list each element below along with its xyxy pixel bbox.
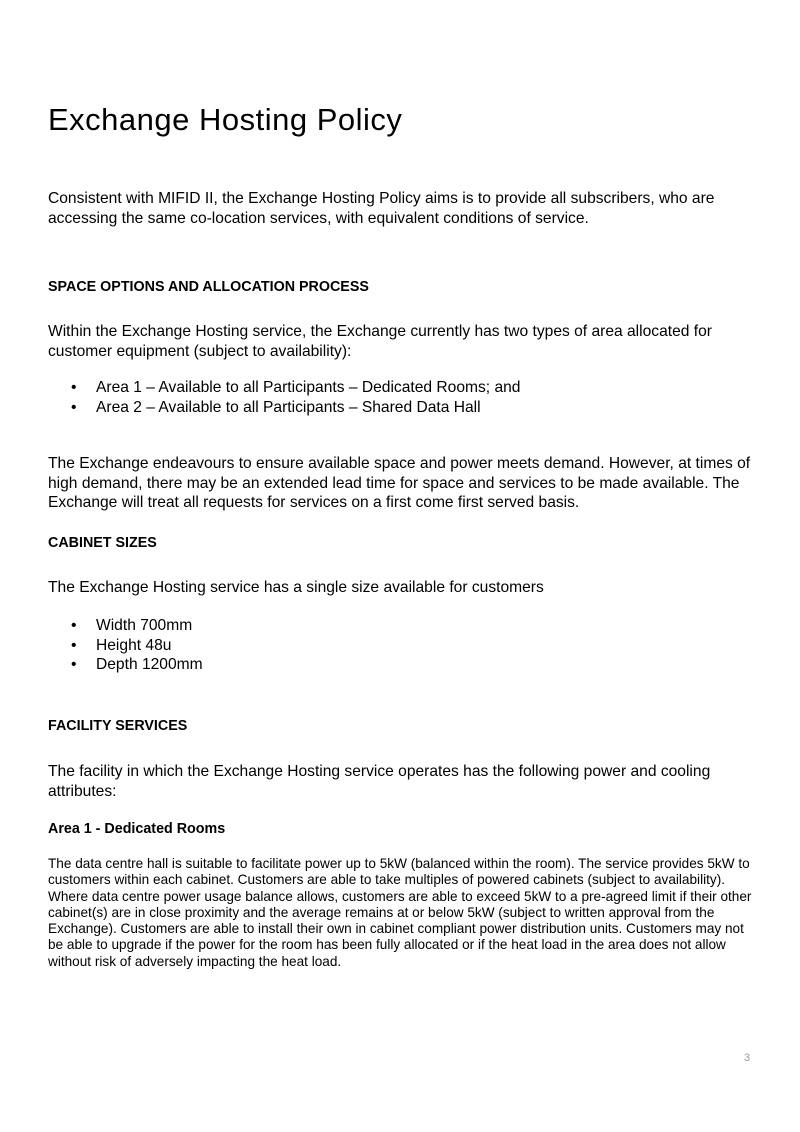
cabinet-bullet-list: [48, 616, 203, 675]
area-1-paragraph: The data centre hall is suitable to facilitate power up to 5kW (balanced within the room). The service provides 5kW to customers within each cabinet. Customers are able to take multiples of powered cabinets (subject to availability). Where data centre power usage balance allows, customers are able to exceed 5kW to a pre-agreed limit if their other cabinet(s) are in close proximity and the average remains at or below 5kW (subject to written approval from the Exchange). Customers are able to install their own in cabinet compliant power distribution units. Customers may not be able to upgrade if the power for the room has been fully allocated or if the heat load in the area does not allow without risk of adversely impacting the heat load.: [48, 856, 752, 969]
space-paragraph: Within the Exchange Hosting service, the Exchange currently has two types of area allocated for customer equipment (subject to availability):: [48, 323, 712, 360]
subheading-area-1: Area 1 - Dedicated Rooms: [48, 821, 226, 837]
page-number: 3: [744, 1052, 751, 1064]
list-item: • Area 2 – Available to all Participants – Shared Data Hall: [48, 398, 520, 418]
section-heading-facility: FACILITY SERVICES: [48, 718, 188, 734]
page-title: Exchange Hosting Policy: [48, 102, 403, 137]
section-heading-space: SPACE OPTIONS AND ALLOCATION PROCESS: [48, 279, 369, 295]
facility-paragraph: The facility in which the Exchange Hosting service operates has the following power and cooling attributes:: [48, 763, 711, 800]
list-item: • Width 700mm: [48, 616, 203, 636]
list-item: • Area 1 – Available to all Participants – Dedicated Rooms; and: [48, 378, 520, 398]
intro-paragraph: Consistent with MIFID II, the Exchange Hosting Policy aims is to provide all subscribers, who are accessing the same co-location services, with equivalent conditions of service.: [48, 190, 715, 227]
list-item: • Height 48u: [48, 636, 203, 656]
demand-paragraph: The Exchange endeavours to ensure available space and power meets demand. However, at times of high demand, there may be an extended lead time for space and services to be made available. The Exchange will treat all requests for services on a first come first served basis.: [48, 455, 751, 512]
list-item: • Depth 1200mm: [48, 655, 203, 675]
cabinet-paragraph: The Exchange Hosting service has a single size available for customers: [48, 579, 544, 596]
section-heading-cabinet: CABINET SIZES: [48, 535, 157, 551]
area-bullet-list: [48, 378, 520, 417]
